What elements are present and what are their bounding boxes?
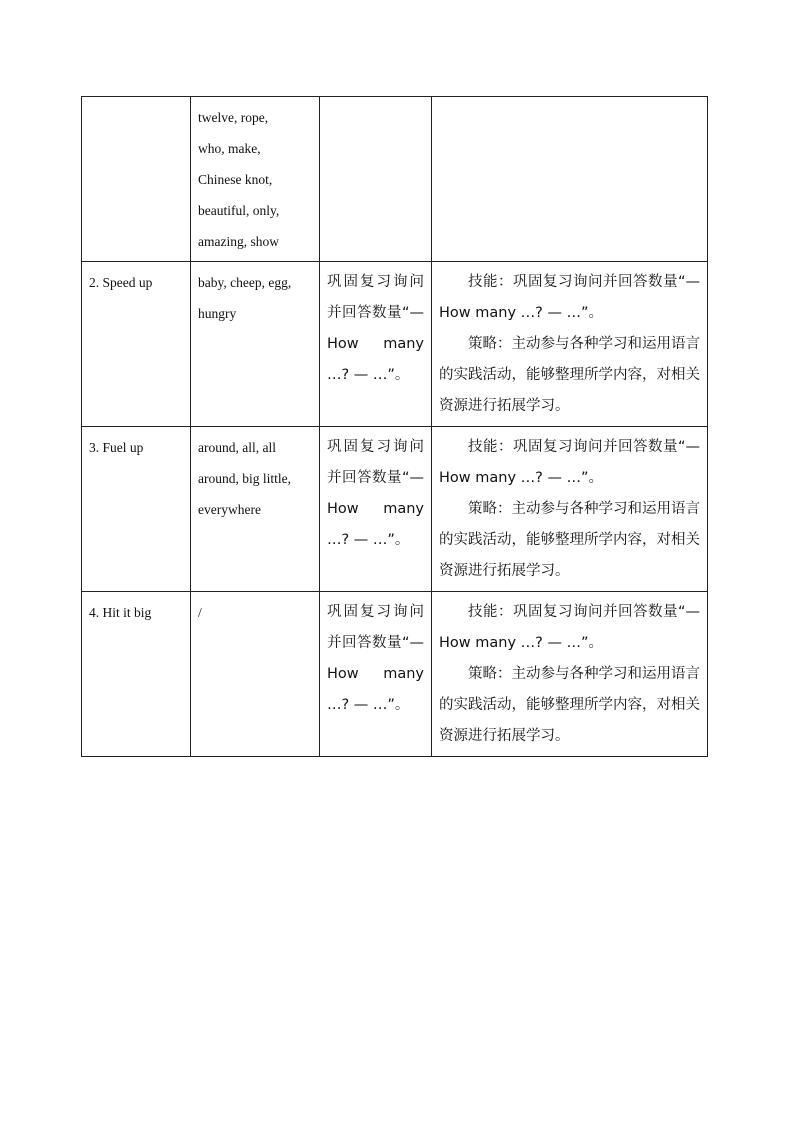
stage-cell: 4. Hit it big (82, 592, 191, 757)
word-line: everywhere (198, 502, 261, 517)
strategy-text: 策略：主动参与各种学习和运用语言的实践活动，能够整理所学内容，对相关资源进行拓展学习。 (439, 666, 700, 744)
words-cell (191, 262, 320, 427)
lesson-plan-table (81, 96, 708, 757)
table-row (82, 262, 708, 427)
goal-cell: 巩固复习询问并回答数量“—How many …? — …”。 (320, 262, 432, 427)
skill-text: 技能：巩固复习询问并回答数量“—How many …? — …”。 (439, 439, 700, 486)
word-line: Chinese knot, (198, 172, 273, 187)
word-line: twelve, rope, (198, 110, 269, 125)
word-line: hungry (198, 306, 237, 321)
word-line: amazing, show (198, 234, 279, 249)
word-line: who, make, (198, 141, 261, 156)
word-line: beautiful, only, (198, 203, 280, 218)
word-line: / (198, 605, 202, 620)
words-cell (191, 97, 320, 262)
word-line: around, all, all (198, 440, 276, 455)
goal-cell (320, 97, 432, 262)
table-row (82, 592, 708, 757)
objective-cell (432, 97, 708, 262)
skill-text: 技能：巩固复习询问并回答数量“—How many …? — …”。 (439, 274, 700, 321)
strategy-text: 策略：主动参与各种学习和运用语言的实践活动，能够整理所学内容，对相关资源进行拓展学习。 (439, 501, 700, 579)
strategy-text: 策略：主动参与各种学习和运用语言的实践活动，能够整理所学内容，对相关资源进行拓展学习。 (439, 336, 700, 414)
goal-cell: 巩固复习询问并回答数量“—How many …? — …”。 (320, 427, 432, 592)
word-line: baby, cheep, egg, (198, 275, 292, 290)
objective-cell (432, 262, 708, 427)
objective-cell (432, 427, 708, 592)
stage-cell: 2. Speed up (82, 262, 191, 427)
objective-cell (432, 592, 708, 757)
word-line: around, big little, (198, 471, 291, 486)
words-cell (191, 427, 320, 592)
stage-cell (82, 97, 191, 262)
table-row (82, 427, 708, 592)
words-cell (191, 592, 320, 757)
skill-text: 技能：巩固复习询问并回答数量“—How many …? — …”。 (439, 604, 700, 651)
stage-cell: 3. Fuel up (82, 427, 191, 592)
goal-cell: 巩固复习询问并回答数量“—How many …? — …”。 (320, 592, 432, 757)
table-row (82, 97, 708, 262)
